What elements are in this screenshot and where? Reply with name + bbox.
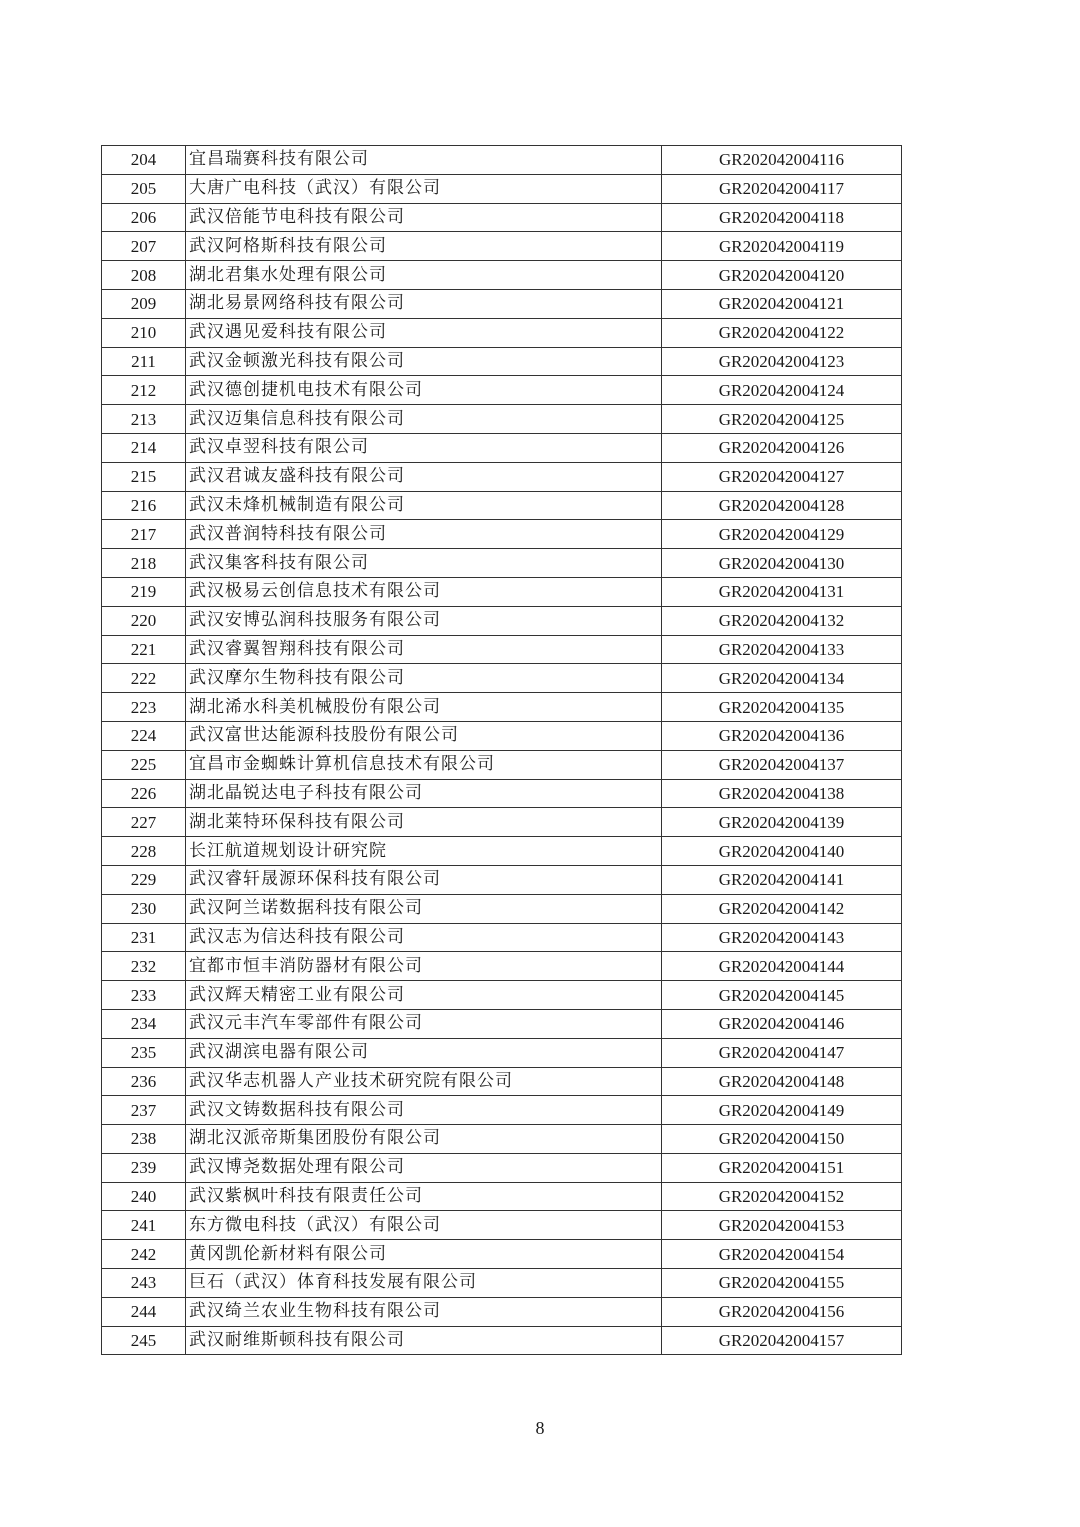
company-name: 武汉元丰汽车零部件有限公司	[186, 1009, 662, 1038]
table-row	[102, 1326, 902, 1355]
certificate-code: GR202042004152	[662, 1182, 902, 1211]
company-name: 武汉遇见爱科技有限公司	[186, 318, 662, 347]
table-row	[102, 491, 902, 520]
certificate-code: GR202042004136	[662, 721, 902, 750]
company-name: 长江航道规划设计研究院	[186, 837, 662, 866]
certificate-code: GR202042004130	[662, 549, 902, 578]
certificate-code: GR202042004132	[662, 606, 902, 635]
row-number: 204	[102, 146, 186, 175]
row-number: 213	[102, 405, 186, 434]
certificate-code: GR202042004157	[662, 1326, 902, 1355]
row-number: 210	[102, 318, 186, 347]
certificate-code: GR202042004148	[662, 1067, 902, 1096]
company-name: 武汉睿翼智翔科技有限公司	[186, 635, 662, 664]
certificate-code: GR202042004126	[662, 433, 902, 462]
row-number: 228	[102, 837, 186, 866]
company-name: 湖北浠水科美机械股份有限公司	[186, 693, 662, 722]
certificate-code: GR202042004144	[662, 952, 902, 981]
table-row	[102, 721, 902, 750]
table-row	[102, 894, 902, 923]
certificate-code: GR202042004153	[662, 1211, 902, 1240]
company-name: 武汉君诚友盛科技有限公司	[186, 462, 662, 491]
row-number: 214	[102, 433, 186, 462]
table-row	[102, 1009, 902, 1038]
company-name: 黄冈凯伦新材料有限公司	[186, 1240, 662, 1269]
row-number: 211	[102, 347, 186, 376]
table-row	[102, 289, 902, 318]
table-row	[102, 462, 902, 491]
company-name: 武汉德创捷机电技术有限公司	[186, 376, 662, 405]
table-row	[102, 347, 902, 376]
company-table	[101, 145, 902, 1355]
row-number: 238	[102, 1125, 186, 1154]
row-number: 208	[102, 261, 186, 290]
row-number: 212	[102, 376, 186, 405]
company-name: 武汉极易云创信息技术有限公司	[186, 577, 662, 606]
certificate-code: GR202042004142	[662, 894, 902, 923]
row-number: 236	[102, 1067, 186, 1096]
table-row	[102, 261, 902, 290]
table-row	[102, 693, 902, 722]
certificate-code: GR202042004150	[662, 1125, 902, 1154]
company-name: 武汉普润特科技有限公司	[186, 520, 662, 549]
company-name: 武汉集客科技有限公司	[186, 549, 662, 578]
table-row	[102, 1240, 902, 1269]
table-row	[102, 923, 902, 952]
company-name: 武汉辉天精密工业有限公司	[186, 981, 662, 1010]
company-name: 大唐广电科技（武汉）有限公司	[186, 174, 662, 203]
company-name: 武汉安博弘润科技服务有限公司	[186, 606, 662, 635]
row-number: 229	[102, 865, 186, 894]
company-name: 武汉绮兰农业生物科技有限公司	[186, 1297, 662, 1326]
company-name: 武汉志为信达科技有限公司	[186, 923, 662, 952]
company-name: 武汉富世达能源科技股份有限公司	[186, 721, 662, 750]
table-row	[102, 808, 902, 837]
table-row	[102, 146, 902, 175]
row-number: 244	[102, 1297, 186, 1326]
certificate-code: GR202042004135	[662, 693, 902, 722]
row-number: 209	[102, 289, 186, 318]
table-row	[102, 376, 902, 405]
table-row	[102, 865, 902, 894]
table-row	[102, 1211, 902, 1240]
certificate-code: GR202042004147	[662, 1038, 902, 1067]
row-number: 239	[102, 1153, 186, 1182]
certificate-code: GR202042004133	[662, 635, 902, 664]
company-name: 武汉倍能节电科技有限公司	[186, 203, 662, 232]
row-number: 215	[102, 462, 186, 491]
company-name: 巨石（武汉）体育科技发展有限公司	[186, 1269, 662, 1298]
certificate-code: GR202042004131	[662, 577, 902, 606]
company-name: 武汉华志机器人产业技术研究院有限公司	[186, 1067, 662, 1096]
table-row	[102, 1125, 902, 1154]
table-row	[102, 1096, 902, 1125]
certificate-code: GR202042004121	[662, 289, 902, 318]
certificate-code: GR202042004156	[662, 1297, 902, 1326]
certificate-code: GR202042004155	[662, 1269, 902, 1298]
table-row	[102, 1067, 902, 1096]
row-number: 216	[102, 491, 186, 520]
company-name: 宜昌瑞赛科技有限公司	[186, 146, 662, 175]
table-body	[102, 146, 902, 1355]
company-name: 武汉文铸数据科技有限公司	[186, 1096, 662, 1125]
certificate-code: GR202042004119	[662, 232, 902, 261]
company-name: 武汉湖滨电器有限公司	[186, 1038, 662, 1067]
row-number: 242	[102, 1240, 186, 1269]
certificate-code: GR202042004127	[662, 462, 902, 491]
row-number: 226	[102, 779, 186, 808]
certificate-code: GR202042004125	[662, 405, 902, 434]
table-row	[102, 405, 902, 434]
company-name: 武汉耐维斯顿科技有限公司	[186, 1326, 662, 1355]
certificate-code: GR202042004138	[662, 779, 902, 808]
row-number: 243	[102, 1269, 186, 1298]
table-row	[102, 606, 902, 635]
row-number: 240	[102, 1182, 186, 1211]
table-row	[102, 750, 902, 779]
row-number: 237	[102, 1096, 186, 1125]
row-number: 217	[102, 520, 186, 549]
certificate-code: GR202042004123	[662, 347, 902, 376]
table-row	[102, 981, 902, 1010]
certificate-code: GR202042004124	[662, 376, 902, 405]
company-name: 武汉摩尔生物科技有限公司	[186, 664, 662, 693]
table-row	[102, 837, 902, 866]
row-number: 233	[102, 981, 186, 1010]
row-number: 223	[102, 693, 186, 722]
certificate-code: GR202042004141	[662, 865, 902, 894]
certificate-code: GR202042004137	[662, 750, 902, 779]
company-name: 湖北汉派帝斯集团股份有限公司	[186, 1125, 662, 1154]
certificate-code: GR202042004128	[662, 491, 902, 520]
certificate-code: GR202042004139	[662, 808, 902, 837]
company-name: 武汉阿格斯科技有限公司	[186, 232, 662, 261]
company-name: 湖北莱特环保科技有限公司	[186, 808, 662, 837]
company-name: 武汉睿轩晟源环保科技有限公司	[186, 865, 662, 894]
row-number: 232	[102, 952, 186, 981]
certificate-code: GR202042004122	[662, 318, 902, 347]
table-row	[102, 203, 902, 232]
certificate-code: GR202042004120	[662, 261, 902, 290]
certificate-code: GR202042004118	[662, 203, 902, 232]
row-number: 218	[102, 549, 186, 578]
company-name: 武汉金顿激光科技有限公司	[186, 347, 662, 376]
company-name: 武汉阿兰诺数据科技有限公司	[186, 894, 662, 923]
row-number: 219	[102, 577, 186, 606]
page-number: 8	[535, 1418, 545, 1438]
certificate-code: GR202042004146	[662, 1009, 902, 1038]
company-name: 武汉紫枫叶科技有限责任公司	[186, 1182, 662, 1211]
table-row	[102, 577, 902, 606]
row-number: 206	[102, 203, 186, 232]
table-row	[102, 1038, 902, 1067]
table-row	[102, 520, 902, 549]
company-name: 湖北易景网络科技有限公司	[186, 289, 662, 318]
certificate-code: GR202042004154	[662, 1240, 902, 1269]
row-number: 205	[102, 174, 186, 203]
company-name: 东方微电科技（武汉）有限公司	[186, 1211, 662, 1240]
table-row	[102, 433, 902, 462]
row-number: 221	[102, 635, 186, 664]
row-number: 224	[102, 721, 186, 750]
certificate-code: GR202042004129	[662, 520, 902, 549]
row-number: 225	[102, 750, 186, 779]
table-row	[102, 232, 902, 261]
row-number: 227	[102, 808, 186, 837]
table-row	[102, 779, 902, 808]
row-number: 207	[102, 232, 186, 261]
company-name: 武汉未烽机械制造有限公司	[186, 491, 662, 520]
row-number: 220	[102, 606, 186, 635]
company-name: 武汉博尧数据处理有限公司	[186, 1153, 662, 1182]
certificate-code: GR202042004117	[662, 174, 902, 203]
certificate-code: GR202042004145	[662, 981, 902, 1010]
row-number: 241	[102, 1211, 186, 1240]
table-row	[102, 318, 902, 347]
table-row	[102, 549, 902, 578]
row-number: 230	[102, 894, 186, 923]
table-row	[102, 635, 902, 664]
company-name: 湖北君集水处理有限公司	[186, 261, 662, 290]
table-row	[102, 1297, 902, 1326]
row-number: 245	[102, 1326, 186, 1355]
company-name: 湖北晶锐达电子科技有限公司	[186, 779, 662, 808]
company-name: 武汉卓翌科技有限公司	[186, 433, 662, 462]
certificate-code: GR202042004149	[662, 1096, 902, 1125]
company-name: 武汉迈集信息科技有限公司	[186, 405, 662, 434]
row-number: 235	[102, 1038, 186, 1067]
row-number: 231	[102, 923, 186, 952]
certificate-code: GR202042004116	[662, 146, 902, 175]
table-row	[102, 952, 902, 981]
table-row	[102, 1153, 902, 1182]
certificate-code: GR202042004134	[662, 664, 902, 693]
table-row	[102, 664, 902, 693]
row-number: 222	[102, 664, 186, 693]
row-number: 234	[102, 1009, 186, 1038]
table-row	[102, 174, 902, 203]
table-row	[102, 1182, 902, 1211]
company-name: 宜昌市金蜘蛛计算机信息技术有限公司	[186, 750, 662, 779]
certificate-code: GR202042004140	[662, 837, 902, 866]
company-name: 宜都市恒丰消防器材有限公司	[186, 952, 662, 981]
certificate-code: GR202042004151	[662, 1153, 902, 1182]
table-row	[102, 1269, 902, 1298]
certificate-code: GR202042004143	[662, 923, 902, 952]
